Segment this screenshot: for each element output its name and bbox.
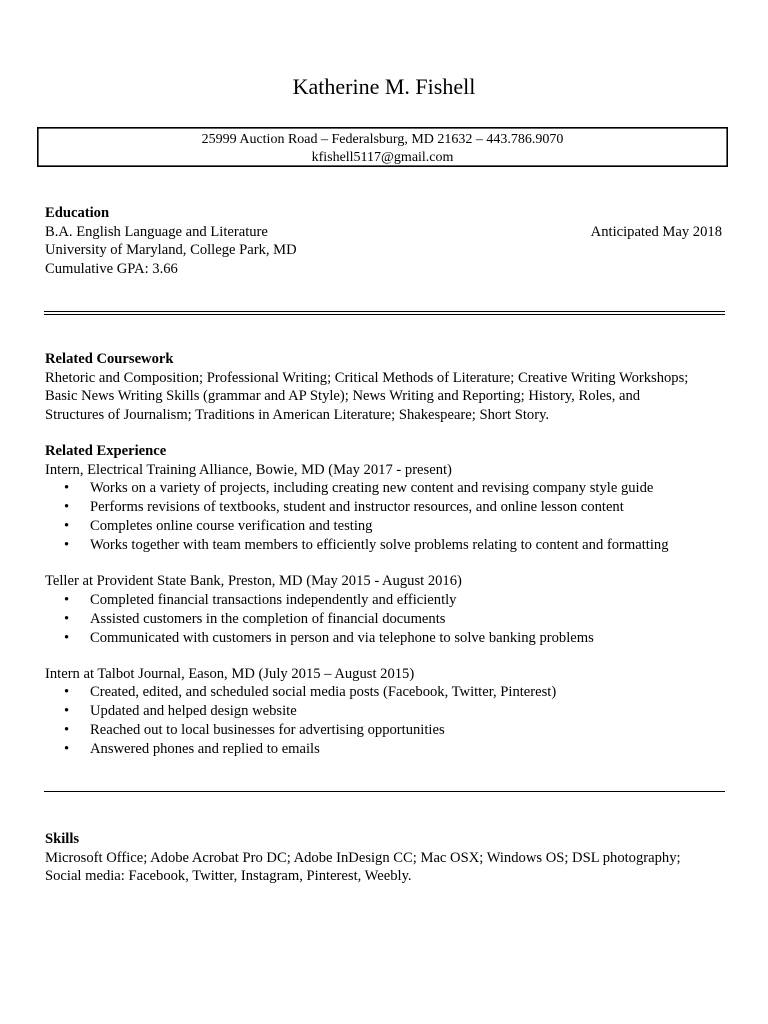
contact-address-phone: 25999 Auction Road – Federalsburg, MD 21632 – 443.786.9070 <box>201 132 564 147</box>
resume-name: Katherine M. Fishell <box>292 74 476 99</box>
bullet-icon: • <box>64 629 70 646</box>
bullet-icon: • <box>64 499 70 515</box>
contact-box <box>37 127 728 167</box>
list-item: • Communicated with customers in person and via telephone to solve banking problems <box>64 629 594 646</box>
coursework-heading: Related Coursework <box>45 351 174 367</box>
bullet-icon: • <box>64 480 70 496</box>
bullet-icon: • <box>64 722 70 738</box>
education-school: University of Maryland, College Park, MD <box>45 242 297 258</box>
education-date: Anticipated May 2018 <box>590 223 722 240</box>
job-entry <box>45 461 725 556</box>
coursework-line: Structures of Journalism; Traditions in American Literature; Shakespeare; Short Story. <box>45 406 550 423</box>
list-item: • Answered phones and replied to emails <box>64 741 320 757</box>
list-item: • Completes online course verification and testing <box>64 518 373 534</box>
list-item: • Assisted customers in the completion of financial documents <box>64 610 446 627</box>
education-heading: Education <box>45 205 110 221</box>
bullet-icon: • <box>64 610 70 627</box>
section-divider-double <box>44 311 725 315</box>
skills-section <box>45 830 725 886</box>
list-item: • Performs revisions of textbooks, student and instructor resources, and online lesson content <box>64 499 624 515</box>
job-title: Intern, Electrical Training Alliance, Bowie, MD (May 2017 - present) <box>45 461 452 478</box>
education-degree-row <box>45 223 725 242</box>
job-title: Teller at Provident State Bank, Preston, MD (May 2015 - August 2016) <box>45 573 462 589</box>
bullet-icon: • <box>64 684 70 700</box>
job-entry <box>45 572 725 648</box>
list-item: • Created, edited, and scheduled social media posts (Facebook, Twitter, Pinterest) <box>64 684 557 700</box>
bullet-icon: • <box>64 518 70 534</box>
job-bullets <box>45 479 725 555</box>
job-bullets <box>45 683 725 759</box>
coursework-line: Rhetoric and Composition; Professional Writing; Critical Methods of Literature; Creative Writing Workshops; <box>45 369 689 386</box>
list-item: • Reached out to local businesses for advertising opportunities <box>64 722 445 738</box>
bullet-icon: • <box>64 537 70 553</box>
bullet-icon: • <box>64 591 70 608</box>
coursework-section <box>45 350 725 759</box>
bullet-icon: • <box>64 741 70 757</box>
contact-email: kfishell5117@gmail.com <box>311 149 454 165</box>
section-divider-single <box>44 791 725 792</box>
skills-line: Social media: Facebook, Twitter, Instagram, Pinterest, Weebly. <box>45 868 412 884</box>
skills-line: Microsoft Office; Adobe Acrobat Pro DC; Adobe InDesign CC; Mac OSX; Windows OS; DSL photography; <box>45 849 681 866</box>
coursework-line: Basic News Writing Skills (grammar and AP Style); News Writing and Reporting; History, Roles, and <box>45 388 641 404</box>
job-entry <box>45 665 725 760</box>
list-item: • Updated and helped design website <box>64 703 297 719</box>
list-item: • Works on a variety of projects, including creating new content and revising company style guide <box>64 480 654 496</box>
education-section <box>45 204 725 278</box>
skills-heading: Skills <box>45 831 80 847</box>
education-degree: B.A. English Language and Literature <box>45 223 268 240</box>
job-bullets <box>45 591 725 648</box>
education-gpa: Cumulative GPA: 3.66 <box>45 260 178 277</box>
bullet-icon: • <box>64 703 70 719</box>
list-item: • Completed financial transactions independently and efficiently <box>64 591 457 608</box>
job-title: Intern at Talbot Journal, Eason, MD (July 2015 – August 2015) <box>45 665 415 682</box>
experience-heading: Related Experience <box>45 443 167 459</box>
list-item: • Works together with team members to efficiently solve problems relating to content and formatting <box>64 537 669 553</box>
